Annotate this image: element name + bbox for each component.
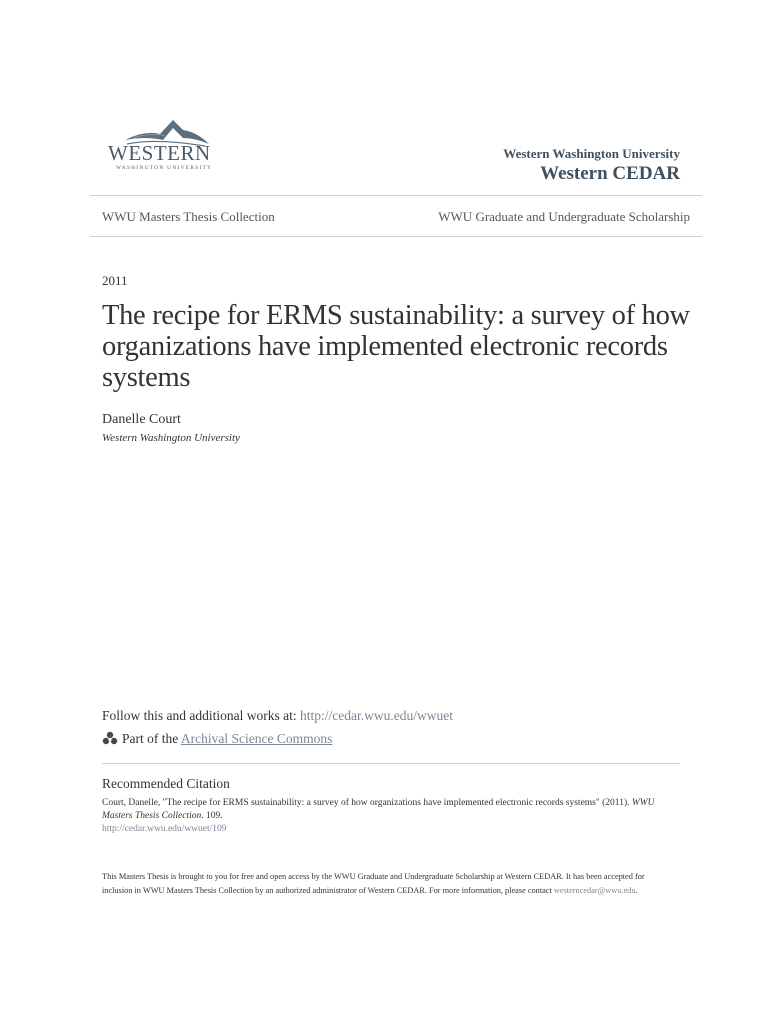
header-divider (90, 195, 702, 196)
part-of-label: Part of the (122, 731, 181, 746)
contact-email-link[interactable]: westerncedar@wwu.edu (553, 885, 636, 895)
citation-heading: Recommended Citation (102, 776, 230, 791)
scholarship-link[interactable]: WWU Graduate and Undergraduate Scholarship (438, 209, 690, 224)
institution-name: Western Washington University (503, 146, 680, 161)
commons-network-icon (102, 731, 119, 746)
follow-url-link[interactable]: http://cedar.wwu.edu/wwuet (300, 708, 453, 723)
citation-collection: WWU Masters Thesis Collection (102, 798, 655, 821)
paper-title: The recipe for ERMS sustainability: a survey of how organizations have implemented electronic records systems (102, 300, 690, 393)
nav-divider (90, 236, 702, 237)
citation-body (102, 797, 672, 836)
logo-wordmark: WESTERN (108, 141, 211, 165)
author-affiliation: Western Washington University (102, 432, 240, 444)
citation-divider (102, 763, 680, 764)
author-name: Danelle Court (102, 412, 181, 427)
part-of-line (102, 731, 332, 747)
logo-subtitle: WASHINGTON UNIVERSITY (116, 165, 213, 171)
footer-text: This Masters Thesis is brought to you for free and open access by the WWU Graduate and Undergraduate Scholarship at Western CEDAR. It has been accepted for inclusion in WWU Masters Thesis Collection by an authorized administrator of Western CEDAR. For more information, please contact (102, 872, 645, 895)
archival-science-commons-link[interactable]: Archival Science Commons (180, 731, 333, 746)
collection-link[interactable]: WWU Masters Thesis Collection (102, 209, 275, 224)
follow-label: Follow this and additional works at: (102, 708, 300, 723)
publication-year: 2011 (102, 273, 128, 288)
repository-link[interactable]: Western CEDAR (540, 163, 680, 184)
follow-line (102, 708, 453, 724)
citation-url-link[interactable]: http://cedar.wwu.edu/wwuet/109 (102, 824, 227, 834)
citation-number: . 109. (201, 811, 223, 821)
footer-notice (102, 870, 677, 897)
citation-text: Court, Danelle, "The recipe for ERMS sustainability: a survey of how organizations have implemented electronic records systems" (2011). (102, 798, 632, 808)
footer-end: . (635, 885, 638, 895)
